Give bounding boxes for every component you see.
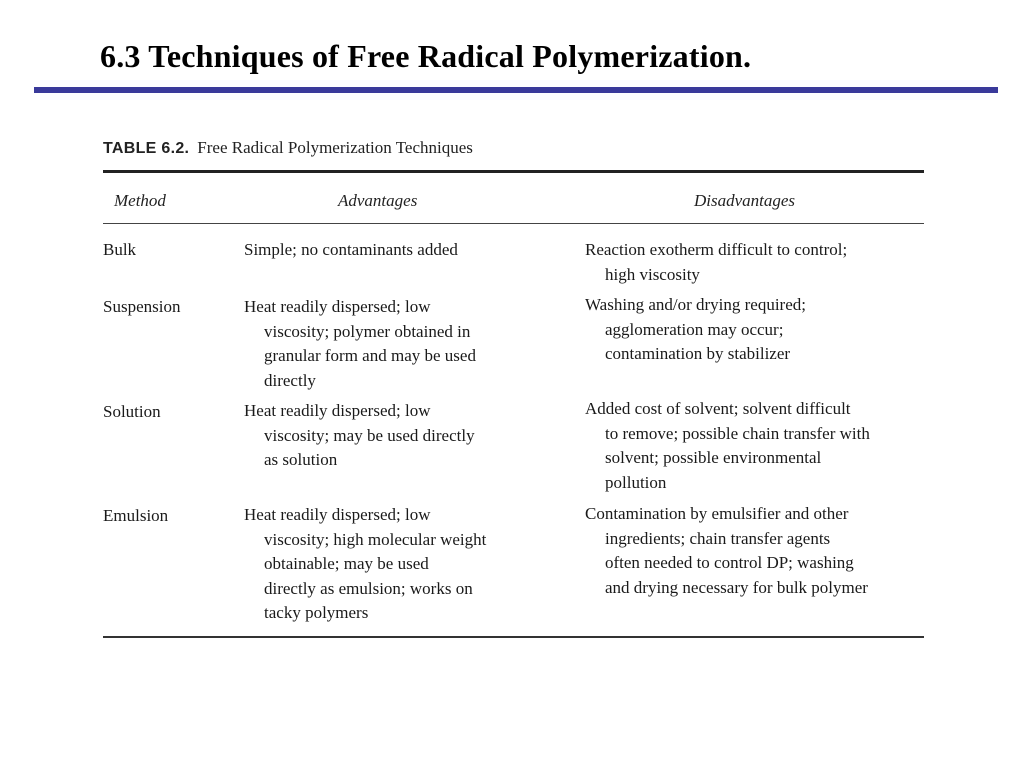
table-row-emulsion-disadvantages [585,502,930,600]
advantages-line: granular form and may be used [264,346,476,366]
advantages-line: viscosity; high molecular weight [264,529,487,549]
table-row-bulk-method: Bulk [103,240,137,259]
table-caption [103,138,473,158]
disadvantages-line: Contamination by emulsifier and other [585,504,849,523]
disadvantages-line: solvent; possible environmental [605,448,822,468]
advantages-line: Simple; no contaminants added [244,240,458,259]
disadvantages-line: to remove; possible chain transfer with [605,423,870,443]
table-row-suspension-method: Suspension [103,297,181,316]
disadvantages-line: pollution [605,472,667,492]
advantages-line: directly as emulsion; works on [264,578,473,598]
table-row-solution-disadvantages [585,397,930,495]
table-row-bulk-advantages [244,238,554,263]
advantages-line: viscosity; may be used directly [264,425,475,445]
table-caption-text: Free Radical Polymerization Techniques [197,138,473,157]
table-header-rule [103,223,924,224]
advantages-line: directly [264,370,316,390]
table-row-emulsion-advantages [244,503,554,626]
disadvantages-line: and drying necessary for bulk polymer [605,577,868,597]
table-row-solution-advantages [244,399,554,473]
disadvantages-line: Washing and/or drying required; [585,295,806,314]
table-row-emulsion-method: Emulsion [103,506,169,525]
advantages-line: tacky polymers [264,603,369,623]
column-header-method: Method [114,191,166,210]
disadvantages-line: ingredients; chain transfer agents [605,528,831,548]
table-caption-label: TABLE 6.2. [103,140,190,157]
disadvantages-line: contamination by stabilizer [605,344,791,364]
column-header-advantages: Advantages [338,191,418,210]
advantages-line: Heat readily dispersed; low [244,505,431,524]
table-row-suspension-disadvantages [585,293,930,367]
advantages-line: viscosity; polymer obtained in [264,321,471,341]
column-header-disadvantages: Disadvantages [694,191,796,210]
disadvantages-line: high viscosity [605,264,700,284]
advantages-line: obtainable; may be used [264,554,429,574]
title-divider [34,87,998,93]
table-bottom-rule [103,636,924,638]
advantages-line: as solution [264,450,338,470]
advantages-line: Heat readily dispersed; low [244,401,431,420]
advantages-line: Heat readily dispersed; low [244,297,431,316]
disadvantages-line: agglomeration may occur; [605,319,784,339]
table-row-bulk-disadvantages [585,238,930,287]
page-title: 6.3 Techniques of Free Radical Polymerization. [100,38,752,74]
disadvantages-line: often needed to control DP; washing [605,553,854,573]
table-row-suspension-advantages [244,295,554,393]
table-row-solution-method: Solution [103,402,161,421]
disadvantages-line: Added cost of solvent; solvent difficult [585,399,851,418]
disadvantages-line: Reaction exotherm difficult to control; [585,240,848,259]
table-top-rule [103,170,924,173]
